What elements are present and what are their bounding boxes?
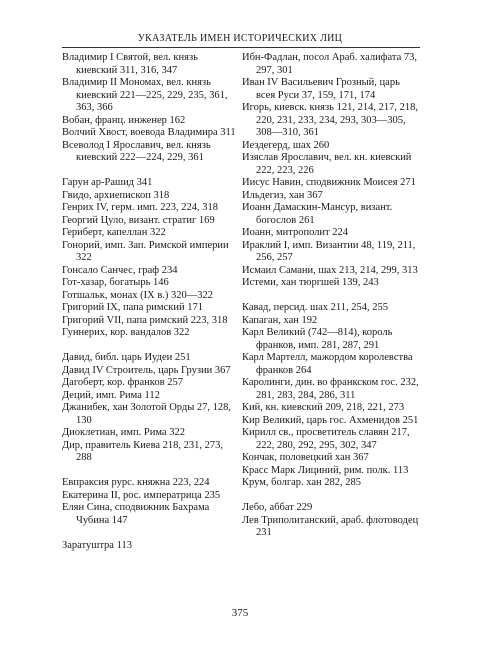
index-entry: Кончак, половецкий хан 367 bbox=[242, 452, 369, 463]
index-entry: Иоанн Дамаскин-Мансур, визант. богослов 261 bbox=[242, 202, 393, 226]
index-entry: Елян Сина, сподвижник Бахрама Чубина 147 bbox=[62, 502, 210, 526]
index-entry: Джанибек, хан Золотой Орды 27, 128, 130 bbox=[62, 402, 232, 426]
letter-group-gap bbox=[62, 165, 240, 178]
page-number: 375 bbox=[231, 607, 249, 619]
index-entry: Кавад, персид. шах 211, 254, 255 bbox=[242, 302, 388, 313]
index-entry: Дир, правитель Киева 218, 231, 273, 288 bbox=[62, 439, 224, 463]
header-rule bbox=[62, 47, 420, 48]
index-entry: Ираклий I, имп. Византии 48, 119, 211, 256, 257 bbox=[242, 239, 416, 263]
index-entry: Дагоберт, кор. франков 257 bbox=[62, 377, 183, 388]
index-entry: Крум, болгар. хан 282, 285 bbox=[242, 477, 362, 488]
index-entry: Кий, кн. киевский 209, 218, 221, 273 bbox=[242, 402, 405, 413]
letter-group-gap bbox=[62, 465, 240, 478]
index-entry: Изяслав Ярославич, вел. кн. киевский 222, 223, 226 bbox=[242, 152, 412, 176]
index-entry: Гериберт, капеллан 322 bbox=[62, 227, 166, 238]
index-entry: Гонсало Санчес, граф 234 bbox=[62, 264, 178, 276]
index-entry: Заратуштра 113 bbox=[62, 539, 132, 551]
index-entry: Иван IV Васильевич Грозный, царь всея Руси 37, 159, 171, 174 bbox=[242, 77, 400, 101]
letter-group-gap bbox=[62, 527, 240, 540]
index-entry: Иоанн, митрополит 224 bbox=[242, 227, 349, 238]
index-entry: Ибн-Фадлан, посол Араб. халифата 73, 297, 301 bbox=[242, 52, 418, 76]
index-column-right bbox=[242, 52, 420, 540]
index-entry: Екатерина II, рос. императрица 235 bbox=[62, 489, 221, 501]
index-entry: Истеми, хан тюргшей 139, 243 bbox=[242, 277, 379, 288]
index-entry: Волчий Хвост, воевода Владимира 311 bbox=[62, 127, 236, 138]
letter-group-gap bbox=[62, 340, 240, 353]
index-entry: Кир Великий, царь гос. Ахменидов 251 bbox=[242, 414, 419, 426]
index-entry: Георгий Цуло, визант. стратиг 169 bbox=[62, 214, 215, 226]
index-entry: Евпраксия рурс. княжна 223, 224 bbox=[62, 477, 210, 488]
index-entry: Иисус Навин, сподвижник Моисея 271 bbox=[242, 177, 416, 188]
running-header: УКАЗАТЕЛЬ ИМЕН ИСТОРИЧЕСКИХ ЛИЦ bbox=[137, 33, 343, 44]
index-entry: Лебо, аббат 229 bbox=[242, 502, 313, 513]
index-entry: Давид, библ. царь Иудеи 251 bbox=[62, 352, 191, 363]
index-entry: Владимир I Святой, вел. князь киевский 311, 316, 347 bbox=[62, 52, 198, 76]
index-entry: Гонорий, имп. Зап. Римской империи 322 bbox=[62, 239, 229, 263]
index-entry: Карл Мартелл, мажордом королевства франков 264 bbox=[242, 352, 413, 376]
index-column-left bbox=[62, 52, 240, 552]
index-entry: Карл Великий (742—814), король франков, имп. 281, 287, 291 bbox=[242, 327, 393, 351]
index-entry: Вобан, франц. инженер 162 bbox=[62, 114, 186, 126]
index-entry: Генрих IV, герм. имп. 223, 224, 318 bbox=[62, 202, 218, 213]
index-entry: Игорь, киевск. князь 121, 214, 217, 218, 220, 231, 233, 234, 293, 303—305, 308—310, 361 bbox=[242, 102, 418, 138]
index-entry: Готшальк, монах (IX в.) 320—322 bbox=[62, 289, 214, 301]
index-entry: Исмаил Самани, шах 213, 214, 299, 313 bbox=[242, 264, 418, 276]
index-entry: Кирилл св., просветитель славян 217, 222, 280, 292, 295, 302, 347 bbox=[242, 427, 410, 451]
index-entry: Каролинги, дин. во франкском гос. 232, 281, 283, 284, 286, 311 bbox=[242, 377, 419, 401]
index-entry: Григорий VII, папа римский 223, 318 bbox=[62, 314, 228, 326]
index-entry: Давид IV Строитель, царь Грузии 367 bbox=[62, 364, 231, 376]
index-entry: Красс Марк Лициний, рим. полк. 113 bbox=[242, 464, 409, 476]
index-entry: Гарун ар-Рашид 341 bbox=[62, 177, 153, 188]
index-entry: Деций, имп. Рима 112 bbox=[62, 389, 160, 401]
index-entry: Всеволод I Ярославич, вел. князь киевский 222—224, 229, 361 bbox=[62, 139, 211, 163]
index-entry: Гот-хазар, богатырь 146 bbox=[62, 277, 169, 288]
index-entry: Гуннерих, кор. вандалов 322 bbox=[62, 327, 190, 338]
index-entry: Капаган, хан 192 bbox=[242, 314, 318, 326]
index-entry: Владимир II Мономах, вел. князь киевский 221—225, 229, 235, 361, 363, 366 bbox=[62, 77, 228, 113]
index-entry: Лев Триполитанский, араб. флотоводец 231 bbox=[242, 514, 419, 538]
index-entry: Григорий IX, папа римский 171 bbox=[62, 302, 203, 313]
letter-group-gap bbox=[242, 290, 420, 303]
letter-group-gap bbox=[242, 490, 420, 503]
index-entry: Диоклетиан, имп. Рима 322 bbox=[62, 427, 185, 438]
index-entry: Иездегерд, шах 260 bbox=[242, 139, 330, 151]
index-entry: Гвидо, архиепископ 318 bbox=[62, 189, 170, 201]
index-entry: Ильдегиз, хан 367 bbox=[242, 189, 323, 201]
